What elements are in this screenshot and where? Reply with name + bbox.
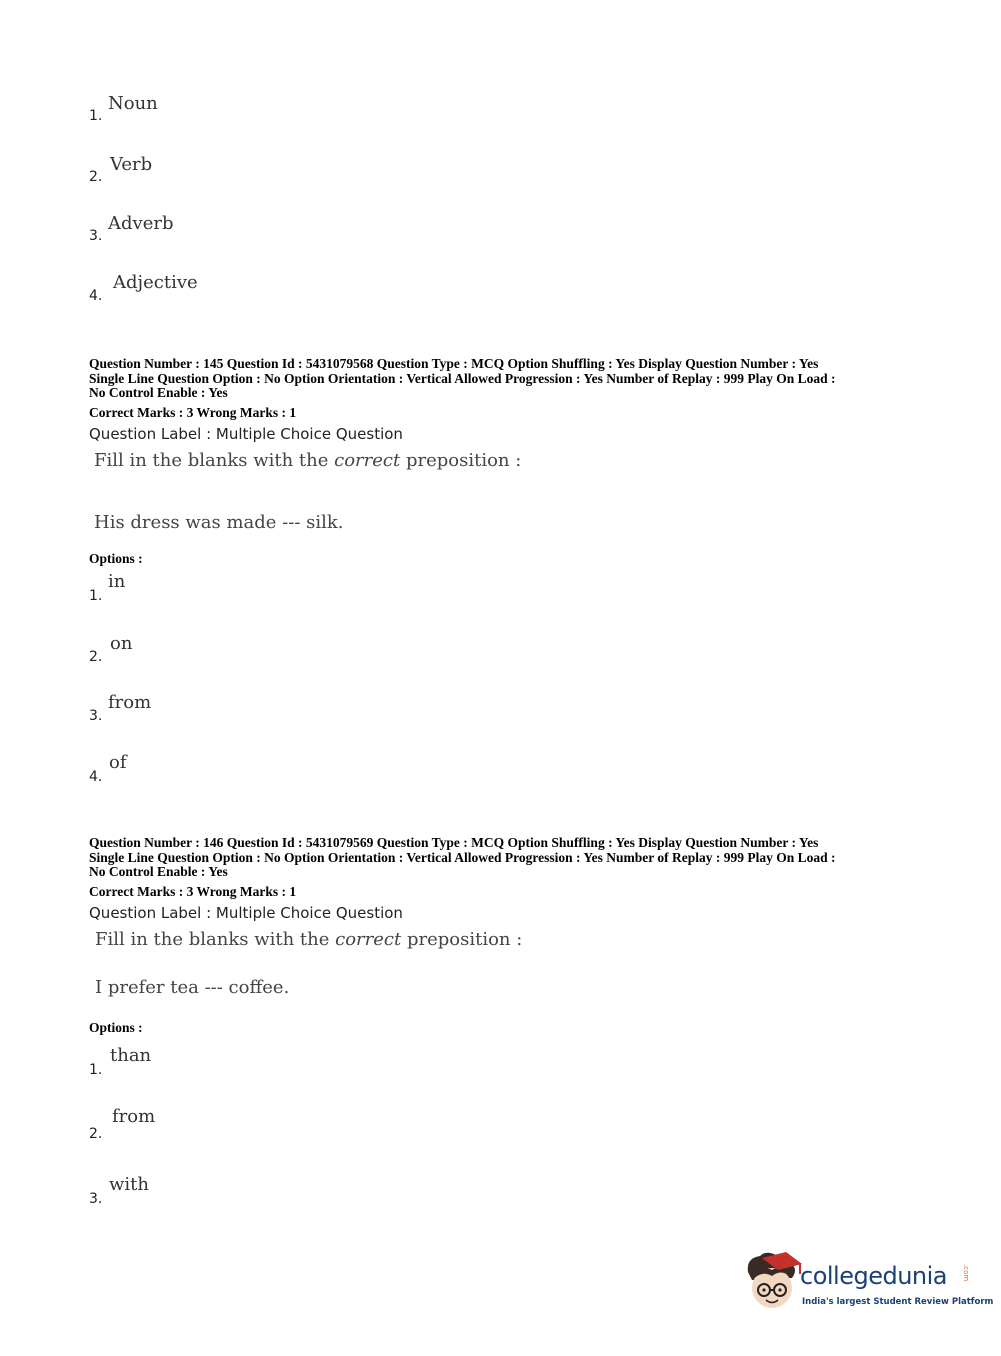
q145-option-4 [89, 752, 389, 802]
collegedunia-logo [742, 1250, 994, 1320]
option-number: 2. [89, 169, 103, 185]
instruction-post: preposition : [400, 450, 522, 471]
prev-option-1 [89, 93, 389, 143]
option-number: 4. [89, 288, 103, 304]
option-number: 3. [89, 708, 103, 724]
q145-sentence: His dress was made --- silk. [94, 512, 344, 533]
mascot-icon [742, 1250, 804, 1316]
prev-option-2 [89, 154, 389, 204]
brand-com: .com [962, 1264, 970, 1282]
q146-meta-line2: Single Line Question Option : No Option Orientation : Vertical Allowed Progression : Yes Number of Replay : 999 Play On Load : [89, 849, 836, 865]
option-number: 1. [89, 108, 103, 124]
q146-option-3 [89, 1174, 389, 1224]
instruction-em: correct [335, 929, 402, 950]
option-number: 2. [89, 1126, 103, 1142]
q146-meta-line3: No Control Enable : Yes [89, 864, 228, 879]
instruction-pre: Fill in the blanks with the [94, 450, 335, 471]
option-number: 4. [89, 769, 103, 785]
q146-metadata [89, 836, 919, 880]
option-text: Verb [110, 154, 153, 175]
q145-option-2 [89, 633, 389, 683]
q145-marks: Correct Marks : 3 Wrong Marks : 1 [89, 405, 297, 420]
q145-option-1 [89, 571, 389, 621]
option-text: Adverb [108, 213, 174, 234]
instruction-post: preposition : [401, 929, 523, 950]
option-number: 1. [89, 1062, 103, 1078]
instruction-pre: Fill in the blanks with the [95, 929, 336, 950]
q145-question-label: Question Label : Multiple Choice Question [89, 425, 403, 443]
option-text: on [110, 633, 133, 654]
option-text: from [112, 1106, 156, 1127]
option-text: of [109, 752, 127, 773]
option-text: with [109, 1174, 149, 1195]
q145-metadata [89, 357, 919, 401]
q145-meta-line2: Single Line Question Option : No Option Orientation : Vertical Allowed Progression : Yes Number of Replay : 999 Play On Load : [89, 370, 836, 386]
option-text: Adjective [113, 272, 198, 293]
q145-meta-line1: Question Number : 145 Question Id : 5431079568 Question Type : MCQ Option Shuffling : Yes Display Question Number : Yes [89, 356, 819, 371]
option-text: from [108, 692, 152, 713]
q146-option-2 [89, 1106, 389, 1156]
q146-sentence: I prefer tea --- coffee. [95, 977, 290, 998]
option-number: 1. [89, 588, 103, 604]
q146-marks: Correct Marks : 3 Wrong Marks : 1 [89, 884, 297, 899]
option-text: Noun [108, 93, 158, 114]
q145-meta-line3: No Control Enable : Yes [89, 385, 228, 400]
prev-option-4 [89, 272, 389, 322]
option-number: 3. [89, 228, 103, 244]
brand-name: collegedunia [800, 1262, 948, 1290]
instruction-em: correct [334, 450, 401, 471]
q146-meta-line1: Question Number : 146 Question Id : 5431079569 Question Type : MCQ Option Shuffling : Yes Display Question Number : Yes [89, 835, 819, 850]
q145-options-heading: Options : [89, 551, 143, 566]
q145-instruction [94, 450, 521, 471]
prev-option-3 [89, 213, 389, 263]
q145-option-3 [89, 692, 389, 742]
q146-instruction [95, 929, 522, 950]
brand-tagline: India's largest Student Review Platform [802, 1297, 994, 1307]
q146-option-1 [89, 1045, 389, 1095]
q146-options-heading: Options : [89, 1020, 143, 1035]
option-text: in [108, 571, 126, 592]
option-text: than [110, 1045, 152, 1066]
q146-question-label: Question Label : Multiple Choice Question [89, 904, 403, 922]
option-number: 2. [89, 649, 103, 665]
option-number: 3. [89, 1191, 103, 1207]
